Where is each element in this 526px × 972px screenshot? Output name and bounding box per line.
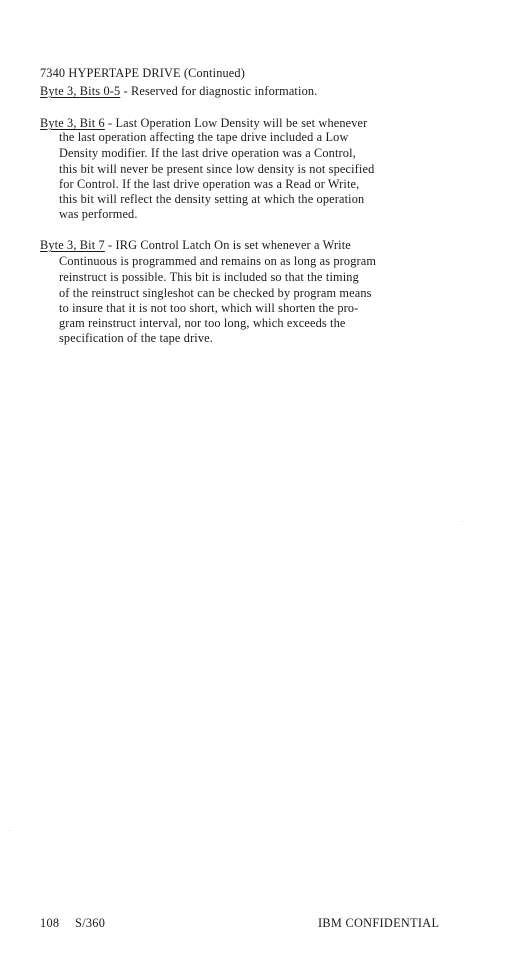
section-1-line-1: Reserved for diagnostic information. [131,84,318,98]
footer-page-number: 108 [40,916,60,930]
section-2-line-3: Density modifier. If the last drive operation was a Control, [59,146,356,160]
section-3-line-4: of the reinstruct singleshot can be checked by program means [59,286,372,300]
section-2-line-6: this bit will reflect the density setting at which the operation [59,192,365,206]
section-2-line-2: the last operation affecting the tape drive included a Low [59,130,349,144]
section-3-line-1: IRG Control Latch On is set whenever a Write [115,238,351,252]
section-3-label: Byte 3, Bit 7 [40,238,105,252]
scan-speck [462,521,463,522]
section-3-line-3: reinstruct is possible. This bit is included so that the timing [59,270,359,284]
scan-speck [9,830,10,831]
section-3-line-2: Continuous is programmed and remains on as long as program [59,254,377,268]
section-3-separator: - [104,238,116,252]
footer-system: S/360 [75,916,106,930]
page-heading: 7340 HYPERTAPE DRIVE (Continued) [40,66,245,80]
section-1-separator: - [120,84,131,98]
section-3-line-5: to insure that it is not too short, which will shorten the pro- [59,301,359,315]
section-2-line-1: Last Operation Low Density will be set whenever [115,116,368,130]
section-2-first-line [40,116,367,130]
section-2-line-5: for Control. If the last drive operation was a Read or Write, [59,177,360,191]
section-2-separator: - [104,116,116,130]
section-1-first-line [40,84,317,98]
section-2-label: Byte 3, Bit 6 [40,116,105,130]
section-2-line-7: was performed. [59,207,138,221]
section-3-line-6: gram reinstruct interval, nor too long, which exceeds the [59,316,346,330]
section-3-first-line [40,238,351,252]
footer-classification: IBM CONFIDENTIAL [318,916,440,930]
section-3-line-7: specification of the tape drive. [59,331,214,345]
section-2-line-4: this bit will never be present since low density is not specified [59,162,375,176]
section-1-label: Byte 3, Bits 0-5 [40,84,121,98]
